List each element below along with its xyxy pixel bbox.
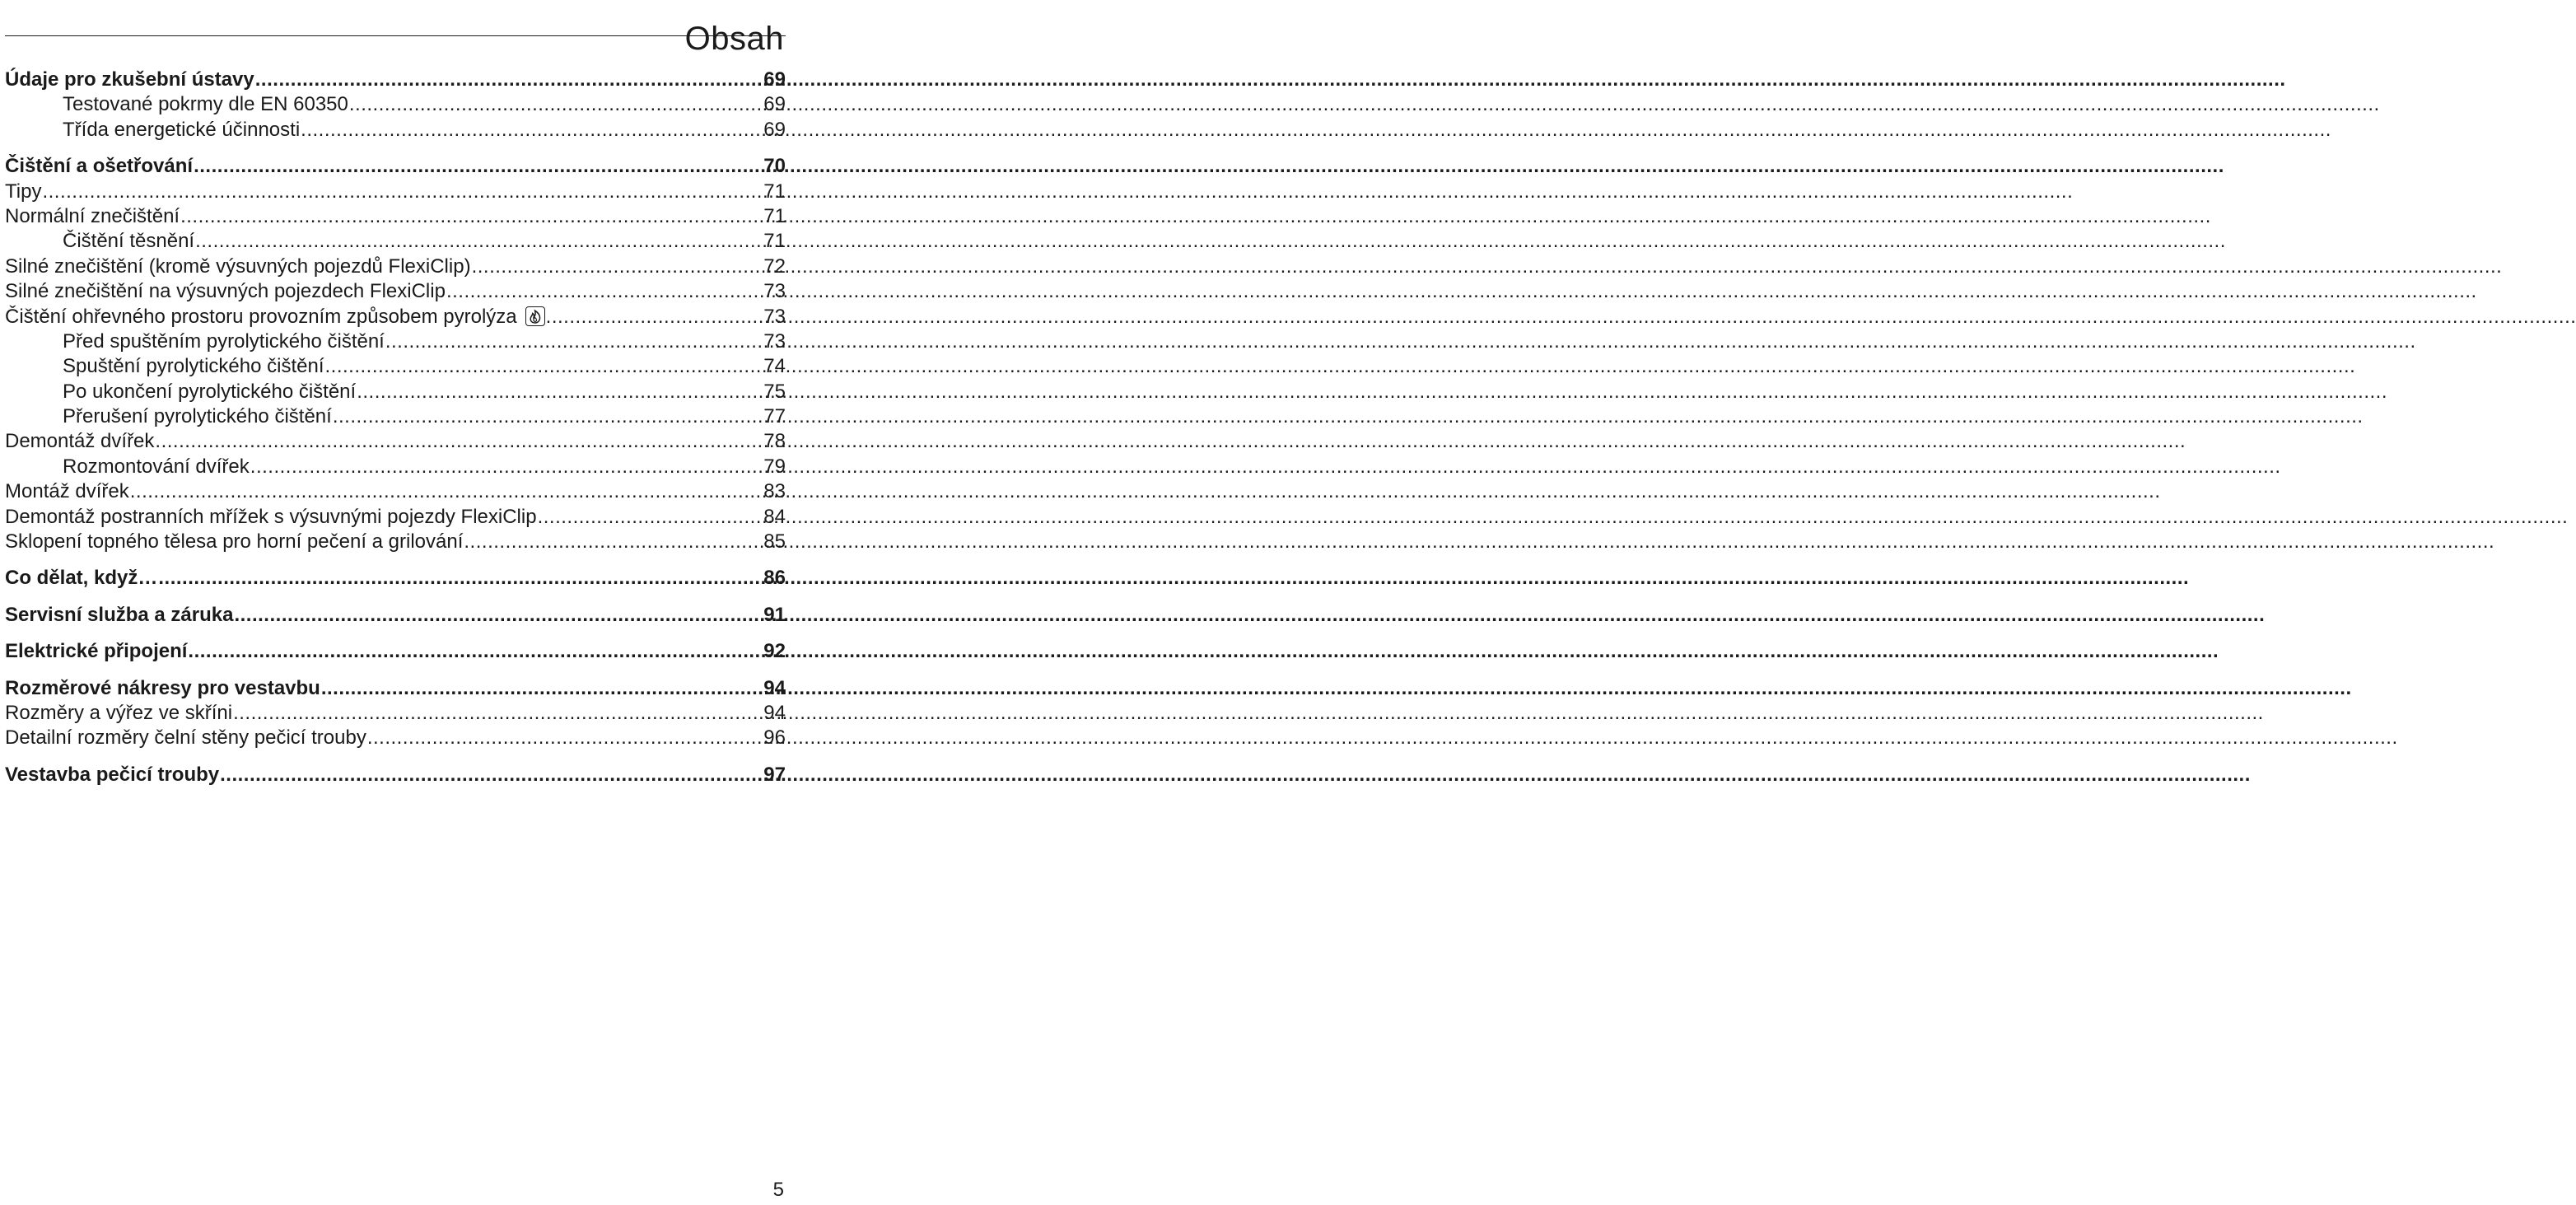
toc-leader-dots: [250, 455, 763, 479]
toc-entry[interactable]: [5, 154, 786, 179]
toc-entry-page: 72: [763, 255, 786, 278]
toc-entry[interactable]: [5, 505, 786, 530]
toc-entry-label: Tipy: [5, 180, 42, 203]
toc-leader-dots: [180, 204, 763, 229]
toc-entry[interactable]: [5, 676, 786, 701]
toc-entry-page: 69: [763, 118, 786, 141]
toc-entry-label: Demontáž dvířek: [5, 430, 155, 453]
toc-entry-label: Elektrické připojení: [5, 640, 188, 663]
toc-entry-page: 69: [763, 93, 786, 116]
toc-entry[interactable]: [5, 329, 786, 354]
toc-leader-dots: [234, 603, 763, 628]
toc-entry-label: Testované pokrmy dle EN 60350: [63, 93, 348, 116]
toc-entry-label-with-icon: [5, 305, 545, 329]
toc-entry-label: Sklopení topného tělesa pro horní pečení a grilování: [5, 530, 464, 553]
toc-leader-dots: [301, 118, 763, 142]
toc-entry[interactable]: [5, 603, 786, 628]
toc-leader-dots: [385, 329, 763, 354]
toc-entry[interactable]: [5, 305, 786, 329]
toc-leader-dots: [155, 429, 763, 454]
toc-entry[interactable]: [5, 255, 786, 279]
toc-entry-label: Čištění těsnění: [63, 230, 195, 253]
toc-entry-page: 73: [763, 305, 786, 328]
toc-entry[interactable]: [5, 180, 786, 204]
toc-entry-page: 91: [763, 603, 786, 626]
toc-entry-page: 86: [763, 567, 786, 590]
toc-entry-page: 74: [763, 355, 786, 378]
toc-entry-page: 78: [763, 430, 786, 453]
toc-leader-dots: [255, 68, 763, 92]
toc-entry-page: 79: [763, 455, 786, 478]
toc-entry-page: 92: [763, 640, 786, 663]
toc-entry-label: Silné znečištění (kromě výsuvných pojezdů FlexiClip): [5, 255, 471, 278]
toc-entry[interactable]: [5, 701, 786, 726]
toc-entry[interactable]: [5, 763, 786, 787]
toc-entry[interactable]: [5, 479, 786, 504]
toc-entry-page: 84: [763, 505, 786, 528]
toc-entry[interactable]: [5, 354, 786, 379]
toc-entry-label: Demontáž postranních mřížek s výsuvnými pojezdy FlexiClip: [5, 505, 537, 528]
toc-entry[interactable]: [5, 639, 786, 664]
toc-entry-label: Čištění ohřevného prostoru provozním způsobem pyrolýza: [5, 305, 517, 328]
toc-entry[interactable]: [5, 726, 786, 750]
toc-entry-page: 94: [763, 701, 786, 724]
toc-leader-dots: [158, 566, 763, 591]
toc-entry-label: Normální znečištění: [5, 204, 180, 227]
toc-entry[interactable]: [5, 566, 786, 591]
toc-entry[interactable]: [5, 204, 786, 229]
toc-entry-label: Rozměry a výřez ve skříni: [5, 701, 233, 724]
toc-entry-label: Před spuštěním pyrolytického čištění: [63, 329, 385, 353]
toc-entry-page: 73: [763, 280, 786, 303]
toc-entry-page: 71: [763, 204, 786, 227]
toc-entry[interactable]: [5, 530, 786, 554]
toc-entry[interactable]: [5, 429, 786, 454]
toc-leader-dots: [233, 701, 763, 726]
toc-leader-dots: [472, 255, 763, 279]
toc-entry[interactable]: [5, 279, 786, 304]
toc-leader-dots: [367, 726, 763, 750]
toc-entry-label: Vestavba pečicí trouby: [5, 763, 220, 786]
toc-entry-page: 77: [763, 405, 786, 428]
toc-leader-dots: [42, 180, 763, 204]
toc-leader-dots: [220, 763, 763, 787]
table-of-contents: [5, 68, 786, 787]
toc-entry-page: 97: [763, 763, 786, 786]
toc-leader-dots: [349, 92, 763, 117]
toc-entry-page: 85: [763, 530, 786, 553]
toc-entry[interactable]: [5, 229, 786, 254]
toc-entry-label: Silné znečištění na výsuvných pojezdech FlexiClip: [5, 280, 446, 303]
toc-entry-label: Rozmontování dvířek: [63, 455, 250, 478]
page-title: Obsah: [684, 20, 784, 57]
toc-leader-dots: [333, 404, 763, 429]
toc-leader-dots: [446, 279, 763, 304]
toc-entry-page: 71: [763, 180, 786, 203]
toc-entry-label: Spuštění pyrolytického čištění: [63, 355, 324, 378]
toc-entry[interactable]: [5, 404, 786, 429]
toc-entry-page: 69: [763, 68, 786, 91]
toc-entry-label: Třída energetické účinnosti: [63, 118, 301, 141]
toc-entry[interactable]: [5, 68, 786, 92]
toc-entry-label: Co dělat, když…: [5, 567, 158, 590]
toc-entry-label: Detailní rozměry čelní stěny pečicí trouby: [5, 726, 366, 750]
toc-entry-page: 71: [763, 230, 786, 253]
toc-leader-dots: [546, 305, 763, 329]
toc-entry-label: Po ukončení pyrolytického čištění: [63, 380, 357, 403]
toc-leader-dots: [464, 530, 763, 554]
page-number: 5: [772, 1179, 784, 1201]
toc-entry-page: 94: [763, 676, 786, 699]
toc-leader-dots: [195, 229, 763, 254]
title-divider: [5, 35, 786, 36]
toc-entry-label: Servisní služba a záruka: [5, 603, 234, 626]
toc-entry-label: Přerušení pyrolytického čištění: [63, 405, 332, 428]
toc-entry-page: 96: [763, 726, 786, 750]
toc-entry[interactable]: [5, 118, 786, 142]
toc-entry[interactable]: [5, 380, 786, 404]
toc-leader-dots: [321, 676, 763, 701]
toc-entry-page: 70: [763, 155, 786, 178]
toc-leader-dots: [325, 354, 763, 379]
toc-entry-page: 83: [763, 480, 786, 503]
toc-leader-dots: [130, 479, 763, 504]
toc-leader-dots: [194, 154, 763, 179]
toc-entry-page: 75: [763, 380, 786, 403]
toc-leader-dots: [538, 505, 763, 530]
toc-entry-label: Čištění a ošetřování: [5, 155, 194, 178]
toc-entry[interactable]: [5, 455, 786, 479]
toc-entry-label: Montáž dvířek: [5, 480, 129, 503]
toc-leader-dots: [357, 380, 763, 404]
toc-leader-dots: [188, 639, 763, 664]
toc-entry-page: 73: [763, 329, 786, 353]
toc-entry-label: Rozměrové nákresy pro vestavbu: [5, 676, 320, 699]
pyrolysis-flame-icon: [525, 306, 545, 326]
toc-entry-label: Údaje pro zkušební ústavy: [5, 68, 254, 91]
toc-entry[interactable]: [5, 92, 786, 117]
